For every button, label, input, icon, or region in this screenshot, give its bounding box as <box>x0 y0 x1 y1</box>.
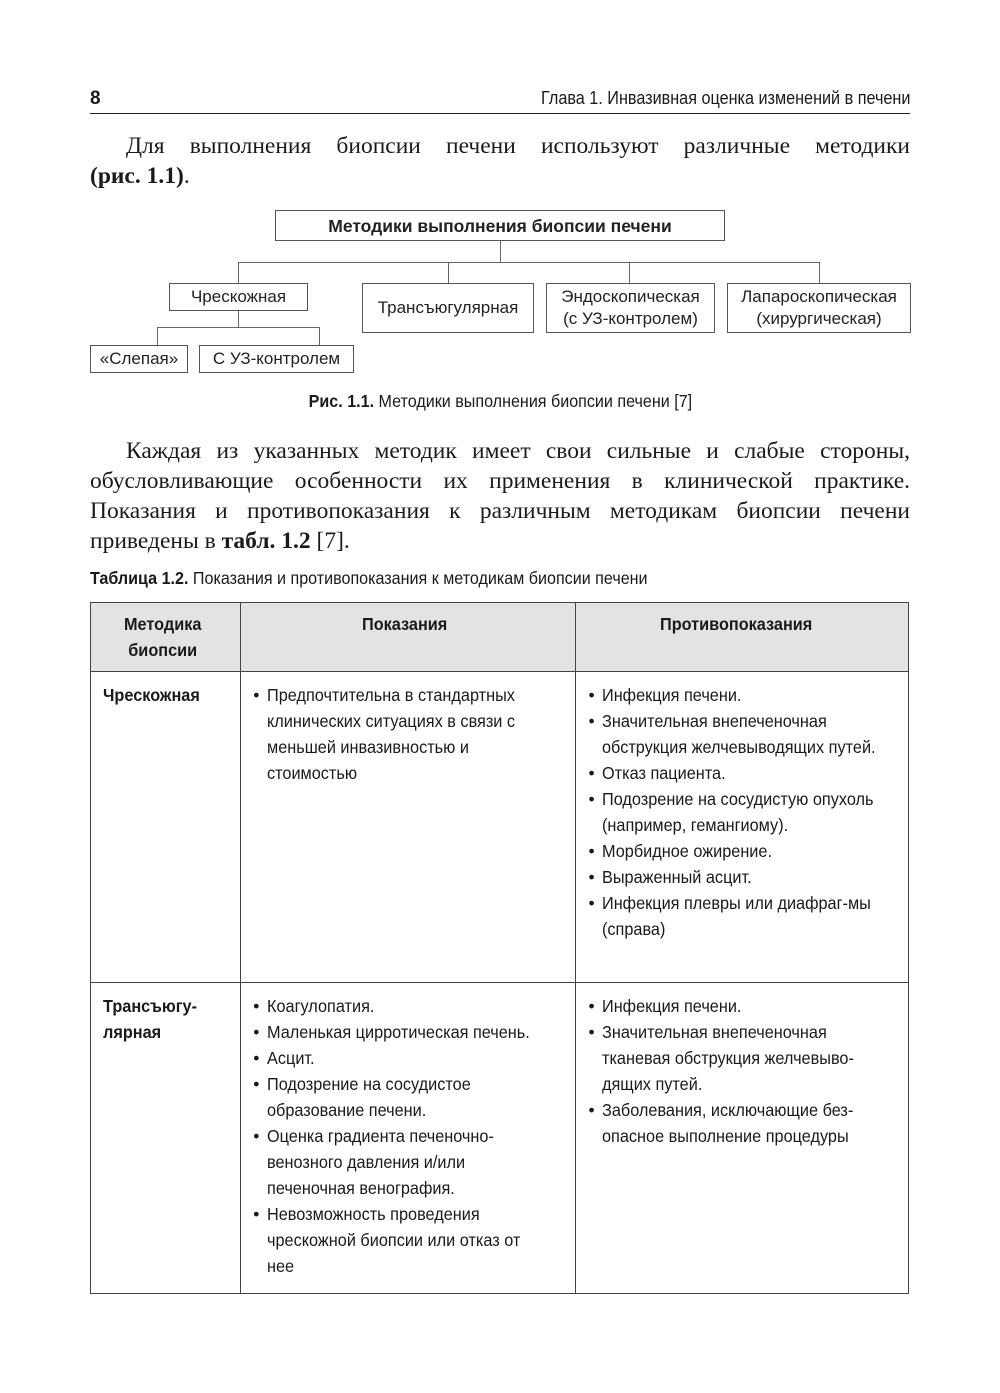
body-line-2: обусловливающие особенности их применения в клинической практике. <box>90 468 910 494</box>
list-item <box>588 864 898 890</box>
row-1-indications-list <box>253 682 565 786</box>
body-paragraph <box>90 436 910 556</box>
figure-caption <box>0 391 1000 412</box>
row-2-indications-list <box>253 993 565 1279</box>
list-item-text: Коагулопатия. <box>267 996 375 1016</box>
header-contraindications <box>576 603 909 672</box>
list-item <box>588 890 898 942</box>
connector-us-guided <box>319 327 320 345</box>
table-reference: табл. 1.2 <box>221 528 311 554</box>
methods-diagram <box>0 0 1000 400</box>
row-2-contraindications-list <box>588 993 898 1149</box>
list-item-text: Значительная внепеченочная обструкция желчевыводящих путей. <box>602 711 877 757</box>
list-item-text: Инфекция плевры или диафраг-мы (справа) <box>602 893 872 939</box>
box-laparoscopic-label-1: Лапароскопическая <box>741 287 897 306</box>
list-item-text: Асцит. <box>267 1048 315 1068</box>
list-item <box>253 1045 565 1071</box>
table-row <box>91 672 909 983</box>
box-blind-label: «Слепая» <box>99 349 179 368</box>
list-item-text: Маленькая цирротическая печень. <box>267 1022 531 1042</box>
intro-tail: . <box>183 163 190 189</box>
box-endoscopic-label-2: (с УЗ-контролем) <box>563 309 698 328</box>
list-item-text: Значительная внепеченочная тканевая обструкция желчевыво-дящих путей. <box>602 1022 855 1094</box>
list-item <box>253 1071 565 1123</box>
body-line-4 <box>90 526 910 556</box>
connector-percutaneous-down <box>238 311 239 327</box>
box-transjugular-label: Трансъюгулярная <box>377 298 519 317</box>
figure-caption-text: Методики выполнения биопсии печени [7] <box>373 391 692 411</box>
list-item <box>253 1123 565 1201</box>
body-line-4-pre: приведены в <box>90 528 222 554</box>
running-head: Глава 1. Инвазивная оценка изменений в печени <box>540 88 910 108</box>
list-item-text: Морбидное ожирение. <box>602 841 773 861</box>
box-us-guided-label: С УЗ-контролем <box>212 349 341 368</box>
page-number: 8 <box>90 88 101 109</box>
box-transjugular <box>362 283 534 333</box>
list-item-text: Невозможность проведения чрескожной биопсии или отказ от нее <box>267 1204 521 1276</box>
row-1-contraindications-list <box>588 682 898 942</box>
box-percutaneous-label: Чрескожная <box>190 287 287 306</box>
header-method <box>91 603 241 672</box>
list-item <box>588 1019 898 1097</box>
connector-laparoscopic <box>819 262 820 283</box>
box-blind <box>90 345 188 373</box>
connector-blind <box>157 327 158 345</box>
table-row <box>91 983 909 1294</box>
body-line-3: Показания и противопоказания к различным методикам биопсии печени <box>90 498 910 524</box>
list-item <box>253 682 565 786</box>
body-line-4-post: [7]. <box>310 528 350 554</box>
list-item <box>253 1019 565 1045</box>
list-item-text: Инфекция печени. <box>602 685 742 705</box>
header-indications <box>241 603 576 672</box>
list-item-text: Заболевания, исключающие без-опасное выполнение процедуры <box>602 1100 854 1146</box>
row-1-indications <box>241 672 576 983</box>
list-item <box>588 786 898 838</box>
box-laparoscopic-label-2: (хирургическая) <box>756 309 882 328</box>
header-method-line-2: биопсии <box>128 640 198 660</box>
box-percutaneous <box>169 283 308 311</box>
connector-top-bar <box>238 262 819 263</box>
row-2-indications <box>241 983 576 1294</box>
connector-percutaneous <box>238 262 239 283</box>
list-item <box>588 682 898 708</box>
list-item-text: Инфекция печени. <box>602 996 742 1016</box>
row-2-contraindications <box>576 983 909 1294</box>
list-item-text: Отказ пациента. <box>602 763 727 783</box>
intro-line-1: Для выполнения биопсии печени используют различные методики <box>126 133 910 159</box>
list-item <box>588 708 898 760</box>
list-item-text: Подозрение на сосудистую опухоль (например, гемангиому). <box>602 789 874 835</box>
list-item <box>588 838 898 864</box>
box-us-guided <box>199 345 354 373</box>
row-1-contraindications <box>576 672 909 983</box>
header-method-line-1: Методика <box>123 614 202 634</box>
list-item-text: Предпочтительна в стандартных клинических ситуациях в связи с меньшей инвазивностью и стоимостью <box>267 685 516 783</box>
table-header-row <box>91 603 909 672</box>
figure-caption-inner <box>308 391 691 412</box>
box-endoscopic-label-1: Эндоскопическая <box>561 287 700 306</box>
biopsy-table <box>90 602 909 1294</box>
connector-root-down <box>500 241 501 262</box>
list-item <box>253 1201 565 1279</box>
connector-endoscopic <box>629 262 630 283</box>
diagram-root-box <box>275 210 725 241</box>
list-item <box>588 760 898 786</box>
diagram-root-label: Методики выполнения биопсии печени <box>328 215 672 236</box>
row-1-method-label: Чрескожная <box>103 685 200 705</box>
list-item <box>588 993 898 1019</box>
box-endoscopic <box>546 283 715 333</box>
table-caption <box>90 568 648 589</box>
row-2-method-line-2: лярная <box>103 1022 162 1042</box>
box-laparoscopic <box>727 283 911 333</box>
list-item-text: Выраженный асцит. <box>602 867 753 887</box>
row-1-method <box>91 672 241 983</box>
connector-sub-bar <box>157 327 319 328</box>
table-caption-text: Показания и противопоказания к методикам биопсии печени <box>188 568 648 588</box>
list-item-text: Подозрение на сосудистое образование печени. <box>267 1074 471 1120</box>
figure-caption-label: Рис. 1.1. <box>308 391 374 411</box>
connector-transjugular <box>448 262 449 283</box>
figure-reference: (рис. 1.1) <box>90 163 184 189</box>
header-contraindications-label: Противопоказания <box>660 614 813 634</box>
list-item <box>253 993 565 1019</box>
list-item-text: Оценка градиента печеночно-венозного давления и/или печеночная венография. <box>267 1126 495 1198</box>
table-caption-label: Таблица 1.2. <box>90 568 189 588</box>
body-line-1: Каждая из указанных методик имеет свои сильные и слабые стороны, <box>126 438 910 464</box>
row-2-method <box>91 983 241 1294</box>
row-2-method-line-1: Трансъюгу- <box>103 996 198 1016</box>
list-item <box>588 1097 898 1149</box>
header-indications-label: Показания <box>362 614 448 634</box>
